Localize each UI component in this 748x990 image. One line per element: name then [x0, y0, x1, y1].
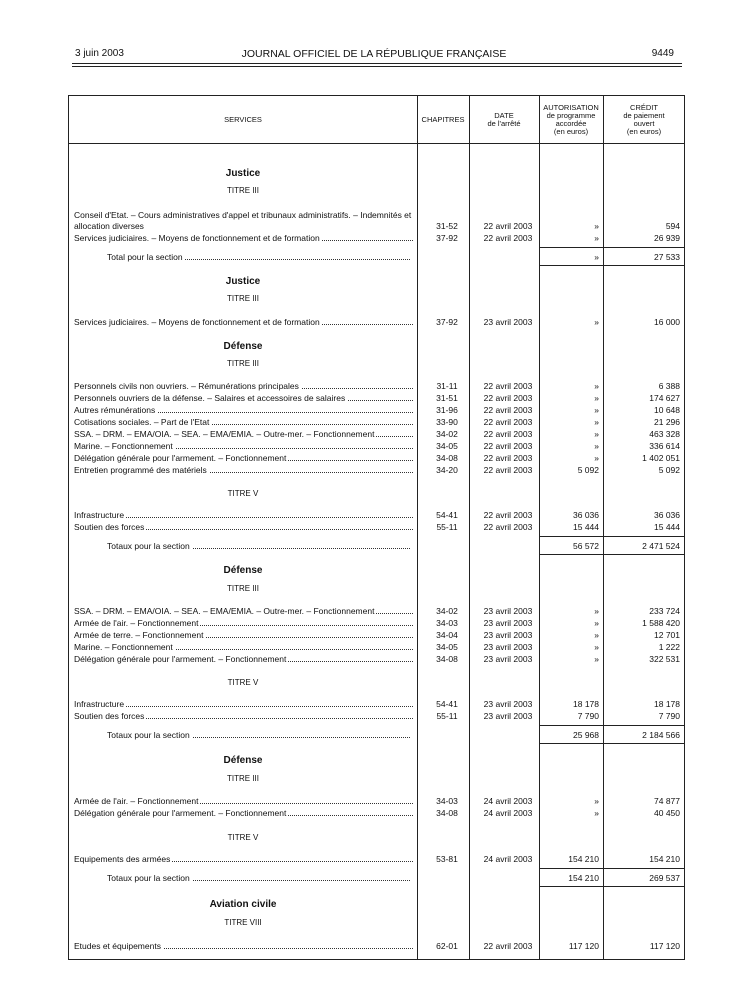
date-cell: 23 avril 2003 — [483, 699, 533, 709]
chapitre-cell: 34-03 — [436, 618, 458, 628]
credit-cell: 5 092 — [658, 465, 680, 475]
service-name — [74, 452, 413, 464]
total-row — [69, 729, 686, 741]
service-label: Etudes et équipements — [74, 941, 161, 951]
section-title: Justice — [225, 276, 261, 287]
table-row — [69, 853, 686, 865]
autorisation-cell: 117 120 — [568, 941, 599, 951]
autorisation-cell: » — [594, 221, 599, 231]
total-label — [107, 251, 410, 263]
section-title: Aviation civile — [209, 899, 277, 910]
credit-cell: 2 184 566 — [642, 730, 680, 740]
table-row — [69, 521, 686, 533]
credit-cell: 16 000 — [654, 317, 680, 327]
chapitre-cell: 54-41 — [436, 699, 458, 709]
autorisation-cell: » — [594, 441, 599, 451]
service-label: Délégation générale pour l'armement. – Fonctionnement — [74, 808, 287, 818]
section-title: Justice — [225, 168, 261, 179]
table-row — [69, 605, 686, 617]
service-name — [74, 617, 413, 629]
credit-cell: 26 939 — [654, 233, 680, 243]
total-label — [107, 729, 410, 741]
credit-cell: 74 877 — [654, 796, 680, 806]
autorisation-cell: » — [594, 796, 599, 806]
credit-cell: 7 790 — [658, 711, 680, 721]
service-name — [74, 940, 413, 952]
autorisation-cell: 18 178 — [573, 699, 599, 709]
autorisation-cell: » — [594, 453, 599, 463]
autorisation-cell: 36 036 — [573, 510, 599, 520]
service-label: Services judiciaires. – Moyens de fonctionnement et de formation — [74, 317, 320, 327]
total-row — [69, 540, 686, 552]
autorisation-cell: 154 210 — [568, 873, 599, 883]
table-body — [69, 96, 686, 961]
service-name — [74, 521, 413, 533]
table-row — [69, 392, 686, 404]
col-header-date: DATE de l'arrêté — [487, 110, 521, 128]
total-label-text: Total pour la section — [107, 252, 183, 262]
autorisation-cell: » — [594, 417, 599, 427]
service-label: Cotisations sociales. – Part de l'Etat — [74, 417, 210, 427]
chapitre-cell: 37-92 — [436, 317, 458, 327]
titre-heading: TITRE V — [227, 678, 259, 687]
titre-heading: TITRE III — [227, 294, 259, 303]
date-cell: 22 avril 2003 — [483, 429, 533, 439]
section-title: Défense — [223, 341, 263, 352]
header-date: 3 juin 2003 — [75, 48, 124, 59]
table-row — [69, 617, 686, 629]
service-name — [74, 464, 413, 476]
table-row — [69, 629, 686, 641]
chapitre-cell: 62-01 — [436, 941, 458, 951]
date-cell: 23 avril 2003 — [483, 642, 533, 652]
service-name — [74, 641, 413, 653]
chapitre-cell: 31-51 — [436, 393, 458, 403]
credit-cell: 336 614 — [649, 441, 680, 451]
service-name — [74, 605, 413, 617]
credit-cell: 1 588 420 — [642, 618, 680, 628]
service-name — [74, 440, 413, 452]
credit-cell: 21 296 — [654, 417, 680, 427]
table-row — [69, 380, 686, 392]
service-name — [74, 653, 413, 665]
service-name — [74, 428, 413, 440]
date-cell: 22 avril 2003 — [483, 393, 533, 403]
credit-cell: 463 328 — [649, 429, 680, 439]
chapitre-cell: 34-08 — [436, 453, 458, 463]
autorisation-cell: » — [594, 654, 599, 664]
table-row — [69, 440, 686, 452]
credit-cell: 322 531 — [649, 654, 680, 664]
service-label: Délégation générale pour l'armement. – Fonctionnement — [74, 453, 287, 463]
date-cell: 22 avril 2003 — [483, 441, 533, 451]
chapitre-cell: 34-05 — [436, 441, 458, 451]
credit-cell: 594 — [665, 221, 680, 231]
service-label: Personnels civils non ouvriers. – Rémunérations principales — [74, 381, 299, 391]
service-label: Armée de terre. – Fonctionnement — [74, 630, 204, 640]
section-title: Défense — [223, 755, 263, 766]
autorisation-cell: » — [594, 405, 599, 415]
service-label: Infrastructure — [74, 699, 125, 709]
header-rule — [72, 63, 682, 64]
date-cell: 22 avril 2003 — [483, 221, 533, 231]
autorisation-cell: » — [594, 429, 599, 439]
service-label: SSA. – DRM. – EMA/OIA. – SEA. – EMA/EMIA. – Outre-mer. – Fonctionnement — [74, 606, 375, 616]
chapitre-cell: 34-08 — [436, 654, 458, 664]
titre-heading: TITRE V — [227, 833, 259, 842]
chapitre-cell: 53-81 — [436, 854, 458, 864]
service-label: Equipements des armées — [74, 854, 171, 864]
section-title: Défense — [223, 565, 263, 576]
service-name — [74, 853, 413, 865]
chapitre-cell: 34-03 — [436, 796, 458, 806]
table-row — [69, 940, 686, 952]
autorisation-cell: » — [594, 252, 599, 262]
date-cell: 23 avril 2003 — [483, 618, 533, 628]
autorisation-cell: » — [594, 642, 599, 652]
date-cell: 22 avril 2003 — [483, 453, 533, 463]
chapitre-cell: 54-41 — [436, 510, 458, 520]
service-name — [74, 710, 413, 722]
autorisation-cell: 56 572 — [573, 541, 599, 551]
chapitre-cell: 31-96 — [436, 405, 458, 415]
credit-cell: 12 701 — [654, 630, 680, 640]
autorisation-cell: » — [594, 317, 599, 327]
date-cell: 23 avril 2003 — [483, 654, 533, 664]
chapitre-cell: 34-05 — [436, 642, 458, 652]
total-label-text: Totaux pour la section — [107, 541, 190, 551]
service-name — [74, 629, 413, 641]
col-header-chapitres: CHAPITRES — [421, 114, 465, 124]
date-cell: 24 avril 2003 — [483, 808, 533, 818]
total-rule — [539, 554, 685, 555]
titre-heading: TITRE VIII — [224, 918, 262, 927]
credit-cell: 6 388 — [658, 381, 680, 391]
service-label: Services judiciaires. – Moyens de fonctionnement et de formation — [74, 233, 320, 243]
col-header-autorisation: AUTORISATION de programme accordée (en euros) — [543, 102, 599, 136]
total-row — [69, 251, 686, 263]
credit-cell: 233 724 — [649, 606, 680, 616]
service-label: Conseil d'Etat. – Cours administratives d'appel et tribunaux administratifs. – Indemnités et allocation diverses — [74, 210, 412, 231]
date-cell: 22 avril 2003 — [483, 510, 533, 520]
table-row — [69, 428, 686, 440]
date-cell: 22 avril 2003 — [483, 941, 533, 951]
total-rule — [539, 743, 685, 744]
autorisation-cell: » — [594, 393, 599, 403]
credit-cell: 269 537 — [649, 873, 680, 883]
autorisation-cell: 25 968 — [573, 730, 599, 740]
service-name — [74, 392, 413, 404]
service-name — [74, 380, 413, 392]
header-rule-2 — [72, 66, 682, 67]
titre-heading: TITRE III — [227, 186, 259, 195]
autorisation-cell: 7 790 — [577, 711, 599, 721]
table-row — [69, 807, 686, 819]
date-cell: 22 avril 2003 — [483, 522, 533, 532]
service-label: Soutien des forces — [74, 711, 145, 721]
titre-heading: TITRE III — [227, 359, 259, 368]
credit-cell: 18 178 — [654, 699, 680, 709]
table-row — [69, 316, 686, 328]
service-name — [74, 807, 413, 819]
chapitre-cell: 31-52 — [436, 221, 458, 231]
autorisation-cell: » — [594, 618, 599, 628]
table-row — [69, 698, 686, 710]
chapitre-cell: 31-11 — [436, 381, 458, 391]
service-label: Soutien des forces — [74, 522, 145, 532]
date-cell: 24 avril 2003 — [483, 854, 533, 864]
table-row — [69, 795, 686, 807]
total-label — [107, 540, 410, 552]
service-name — [74, 404, 413, 416]
table-row — [69, 464, 686, 476]
date-cell: 22 avril 2003 — [483, 233, 533, 243]
autorisation-cell: » — [594, 381, 599, 391]
journal-title: JOURNAL OFFICIEL DE LA RÉPUBLIQUE FRANÇAISE — [241, 48, 507, 60]
autorisation-cell: 5 092 — [577, 465, 599, 475]
total-rule — [539, 886, 685, 887]
credit-cell: 117 120 — [649, 941, 680, 951]
date-cell: 23 avril 2003 — [483, 711, 533, 721]
autorisation-cell: » — [594, 808, 599, 818]
service-label: Armée de l'air. – Fonctionnement — [74, 618, 199, 628]
credit-cell: 1 222 — [658, 642, 680, 652]
service-name — [74, 509, 413, 521]
total-label-text: Totaux pour la section — [107, 730, 190, 740]
service-name — [74, 232, 413, 244]
table-row — [69, 404, 686, 416]
page-number: 9449 — [651, 48, 674, 59]
autorisation-cell: » — [594, 233, 599, 243]
chapitre-cell: 33-90 — [436, 417, 458, 427]
date-cell: 22 avril 2003 — [483, 381, 533, 391]
table-row — [69, 653, 686, 665]
titre-heading: TITRE V — [227, 489, 259, 498]
credit-cell: 36 036 — [654, 510, 680, 520]
table-row — [69, 710, 686, 722]
service-label: Infrastructure — [74, 510, 125, 520]
chapitre-cell: 34-02 — [436, 606, 458, 616]
service-name — [74, 210, 413, 232]
chapitre-cell: 34-02 — [436, 429, 458, 439]
service-label: Armée de l'air. – Fonctionnement — [74, 796, 199, 806]
date-cell: 22 avril 2003 — [483, 405, 533, 415]
total-rule — [539, 868, 685, 869]
chapitre-cell: 34-20 — [436, 465, 458, 475]
date-cell: 23 avril 2003 — [483, 317, 533, 327]
credit-cell: 15 444 — [654, 522, 680, 532]
service-label: Marine. – Fonctionnement — [74, 642, 173, 652]
service-name — [74, 698, 413, 710]
col-header-credit: CRÉDIT de paiement ouvert (en euros) — [623, 102, 665, 136]
service-name — [74, 316, 413, 328]
service-label: SSA. – DRM. – EMA/OIA. – SEA. – EMA/EMIA. – Outre-mer. – Fonctionnement — [74, 429, 375, 439]
credit-cell: 1 402 051 — [642, 453, 680, 463]
date-cell: 22 avril 2003 — [483, 417, 533, 427]
service-label: Délégation générale pour l'armement. – Fonctionnement — [74, 654, 287, 664]
credit-cell: 40 450 — [654, 808, 680, 818]
chapitre-cell: 55-11 — [436, 522, 458, 532]
credits-table — [68, 95, 685, 960]
credit-cell: 154 210 — [649, 854, 680, 864]
date-cell: 23 avril 2003 — [483, 630, 533, 640]
autorisation-cell: 154 210 — [568, 854, 599, 864]
titre-heading: TITRE III — [227, 584, 259, 593]
autorisation-cell: » — [594, 630, 599, 640]
service-name — [74, 416, 413, 428]
date-cell: 24 avril 2003 — [483, 796, 533, 806]
autorisation-cell: 15 444 — [573, 522, 599, 532]
col-header-services: SERVICES — [224, 114, 262, 124]
date-cell: 22 avril 2003 — [483, 465, 533, 475]
service-name — [74, 795, 413, 807]
table-row — [69, 452, 686, 464]
titre-heading: TITRE III — [227, 774, 259, 783]
total-label — [107, 872, 410, 884]
service-label: Entretien programmé des matériels — [74, 465, 207, 475]
total-rule — [539, 265, 685, 266]
autorisation-cell: » — [594, 606, 599, 616]
chapitre-cell: 34-08 — [436, 808, 458, 818]
table-row — [69, 641, 686, 653]
total-rule — [539, 536, 685, 537]
date-cell: 23 avril 2003 — [483, 606, 533, 616]
chapitre-cell: 37-92 — [436, 233, 458, 243]
service-label: Autres rémunérations — [74, 405, 156, 415]
total-label-text: Totaux pour la section — [107, 873, 190, 883]
table-row — [69, 416, 686, 428]
table-row — [69, 232, 686, 244]
chapitre-cell: 55-11 — [436, 711, 458, 721]
credit-cell: 174 627 — [649, 393, 680, 403]
credit-cell: 27 533 — [654, 252, 680, 262]
service-label: Marine. – Fonctionnement — [74, 441, 173, 451]
table-row — [69, 210, 686, 232]
credit-cell: 10 648 — [654, 405, 680, 415]
total-rule — [539, 247, 685, 248]
total-row — [69, 872, 686, 884]
chapitre-cell: 34-04 — [436, 630, 458, 640]
credit-cell: 2 471 524 — [642, 541, 680, 551]
service-label: Personnels ouvriers de la défense. – Salaires et accessoires de salaires — [74, 393, 346, 403]
table-row — [69, 509, 686, 521]
total-rule — [539, 725, 685, 726]
